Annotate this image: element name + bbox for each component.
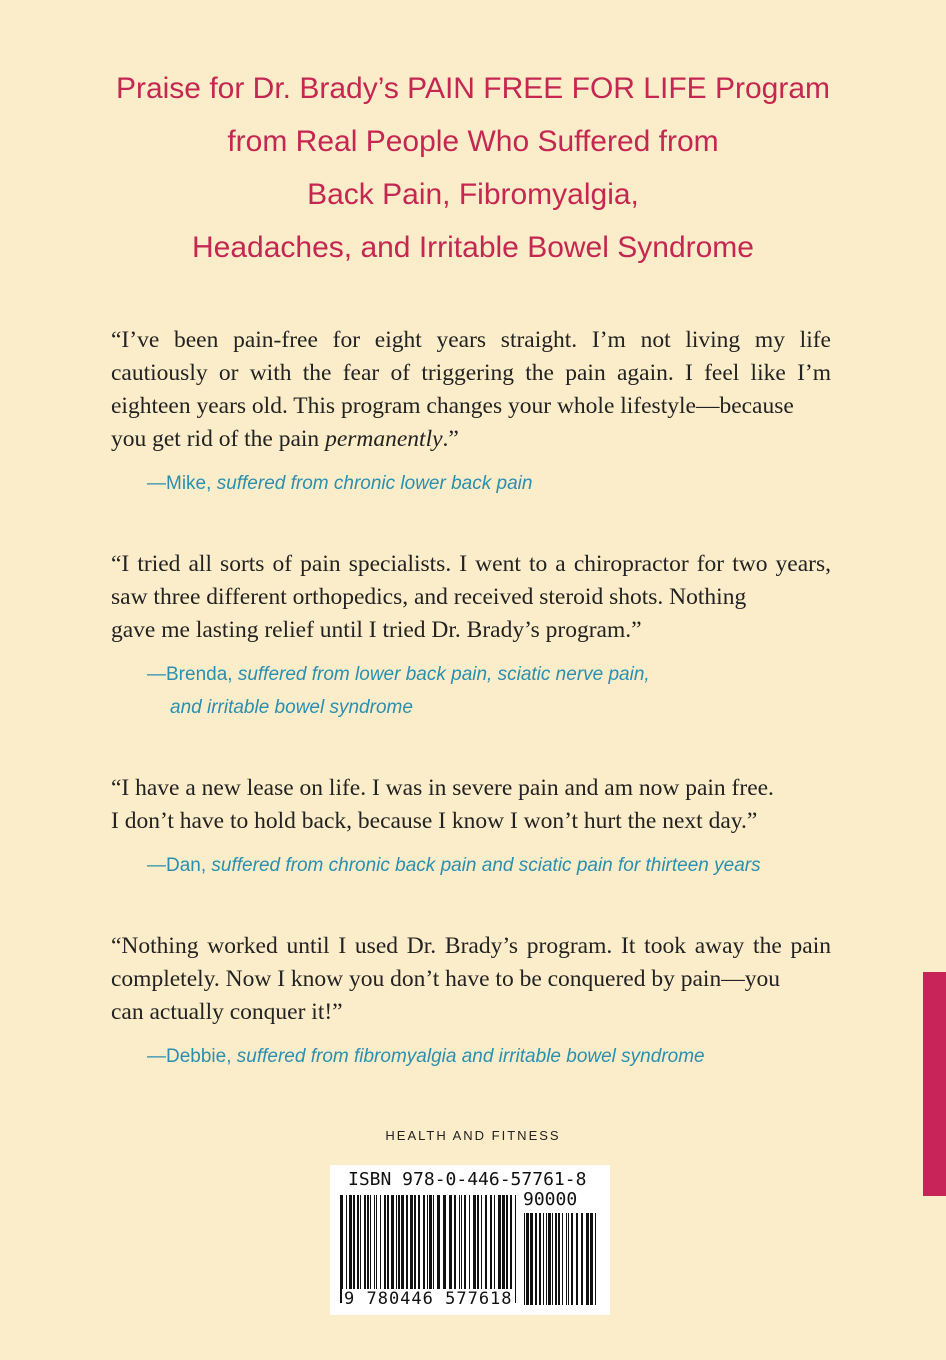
barcode-bar	[376, 1195, 377, 1303]
barcode-bar	[568, 1213, 569, 1305]
isbn-barcode	[330, 1165, 610, 1315]
barcode-bar	[384, 1195, 386, 1303]
quote-last-line: I don’t have to hold back, because I know I won’t hurt the next day.”	[111, 808, 758, 834]
barcode-bar	[454, 1195, 456, 1303]
testimonial-quote-debbie	[111, 930, 831, 1029]
quote-text: you get rid of the pain	[111, 426, 326, 452]
barcode-bar	[418, 1195, 420, 1303]
barcode-bar	[552, 1213, 553, 1305]
testimonial-attribution-debbie	[147, 1040, 705, 1073]
testimonial-attribution-brenda	[147, 658, 650, 691]
addon-barcode-bars	[522, 1213, 598, 1305]
barcode-bar	[387, 1195, 389, 1303]
barcode-bar	[548, 1213, 551, 1305]
headline-line-2: from Real People Who Suffered from	[227, 125, 719, 158]
side-color-tab	[923, 972, 946, 1196]
quote-text: .”	[442, 426, 459, 452]
testimonial-quote-brenda	[111, 548, 831, 647]
barcode-bar	[374, 1195, 375, 1303]
barcode-bar	[481, 1195, 482, 1303]
barcode-bar	[433, 1195, 434, 1303]
testimonial-quote-dan	[111, 772, 831, 838]
barcode-bar	[473, 1195, 476, 1303]
barcode-bar	[539, 1213, 541, 1305]
barcode-bar	[357, 1195, 359, 1303]
barcode-bar	[406, 1195, 408, 1303]
quote-text: “I have a new lease on life. I was in severe pain and am now pain free.	[111, 775, 774, 801]
barcode-bar	[526, 1213, 529, 1305]
quote-text: “I’ve been pain-free for eight years straight. I’m not living my life cautiously or with the fear of triggering the pain again. I feel like I’m eighteen years old. This program changes your whole lifestyle—because	[111, 327, 831, 419]
barcode-bar	[464, 1195, 466, 1303]
barcode-bar	[586, 1213, 589, 1305]
barcode-bar	[414, 1195, 416, 1303]
barcode-bar	[401, 1195, 404, 1303]
headline-line-1: Praise for Dr. Brady’s PAIN FREE FOR LIFE Program	[115, 72, 831, 105]
barcode-bar	[566, 1213, 567, 1305]
attribution-condition: suffered from chronic back pain and sciatic pain for thirteen years	[211, 855, 761, 876]
barcode-bar	[494, 1195, 495, 1303]
barcode-bar	[524, 1213, 525, 1305]
attribution-name: —Dan,	[147, 855, 212, 876]
barcode-bar	[469, 1195, 470, 1303]
barcode-bar	[461, 1195, 462, 1303]
barcode-bar	[364, 1195, 366, 1303]
barcode-bar	[443, 1195, 446, 1303]
barcode-bar	[410, 1195, 413, 1303]
category-label: HEALTH AND FITNESS	[385, 1128, 561, 1143]
attribution-condition: suffered from chronic lower back pain	[216, 473, 533, 494]
testimonial-quote-mike	[111, 324, 831, 456]
barcode-bar	[562, 1213, 563, 1305]
attribution-name: —Debbie,	[147, 1046, 237, 1067]
quote-text: “I tried all sorts of pain specialists. I went to a chiropractor for two years, saw three different orthopedics, and received steroid shots. Nothing	[111, 551, 831, 610]
barcode-bar	[380, 1195, 381, 1303]
barcode-bar	[535, 1213, 537, 1305]
barcode-bar	[515, 1195, 516, 1303]
ean-barcode-bars	[338, 1195, 518, 1303]
barcode-bar	[340, 1195, 343, 1303]
attribution-condition: suffered from fibromyalgia and irritable bowel syndrome	[236, 1046, 705, 1067]
testimonial-attribution-mike	[147, 467, 532, 500]
barcode-bar	[510, 1195, 512, 1303]
quote-text: “Nothing worked until I used Dr. Brady’s program. It took away the pain completely. Now I know you don’t have to be conquered by pain—you	[111, 933, 831, 992]
headline-line-3: Back Pain, Fibromyalgia,	[307, 178, 639, 211]
quote-emphasis: permanently	[325, 426, 443, 452]
barcode-bar	[530, 1213, 533, 1305]
attribution-condition: and irritable bowel syndrome	[170, 697, 413, 718]
isbn-number: ISBN 978-0-446-57761-8	[348, 1169, 587, 1190]
headline-line-4: Headaches, and Irritable Bowel Syndrome	[192, 231, 754, 264]
price-code: 90000	[523, 1189, 578, 1210]
attribution-condition: suffered from lower back pain, sciatic nerve pain,	[237, 664, 650, 685]
barcode-bar	[449, 1195, 452, 1303]
barcode-bar	[427, 1195, 428, 1303]
barcode-bar	[555, 1213, 557, 1305]
barcode-bar	[353, 1195, 355, 1303]
barcode-bar	[396, 1195, 397, 1303]
testimonial-attribution-brenda-line-2	[170, 691, 413, 724]
barcode-bar	[391, 1195, 394, 1303]
barcode-bar	[429, 1195, 432, 1303]
barcode-bar	[595, 1213, 596, 1305]
barcode-bar	[437, 1195, 440, 1303]
ean-digits: 9 780446 577618	[344, 1289, 513, 1309]
barcode-bar	[423, 1195, 425, 1303]
barcode-bar	[490, 1195, 492, 1303]
barcode-bar	[398, 1195, 400, 1303]
barcode-bar	[349, 1195, 352, 1303]
attribution-name: —Brenda,	[147, 664, 238, 685]
quote-last-line	[111, 423, 831, 456]
testimonial-attribution-dan	[147, 849, 761, 882]
barcode-bar	[498, 1195, 501, 1303]
barcode-bar	[581, 1213, 583, 1305]
barcode-bar	[576, 1213, 578, 1305]
barcode-bar	[360, 1195, 361, 1303]
quote-last-line: gave me lasting relief until I tried Dr. Brady’s program.”	[111, 617, 642, 643]
barcode-bar	[370, 1195, 371, 1303]
barcode-bar	[546, 1213, 547, 1305]
barcode-bar	[477, 1195, 479, 1303]
quote-last-line: can actually conquer it!”	[111, 999, 343, 1025]
barcode-bar	[367, 1195, 369, 1303]
barcode-bar	[558, 1213, 560, 1305]
barcode-bar	[571, 1213, 573, 1305]
barcode-bar	[502, 1195, 505, 1303]
barcode-bar	[543, 1213, 544, 1305]
praise-headline	[40, 62, 906, 274]
barcode-bar	[485, 1195, 487, 1303]
barcode-bar	[506, 1195, 508, 1303]
barcode-bar	[590, 1213, 593, 1305]
barcode-bar	[346, 1195, 347, 1303]
barcode-bar	[459, 1195, 460, 1303]
attribution-name: —Mike,	[147, 473, 217, 494]
